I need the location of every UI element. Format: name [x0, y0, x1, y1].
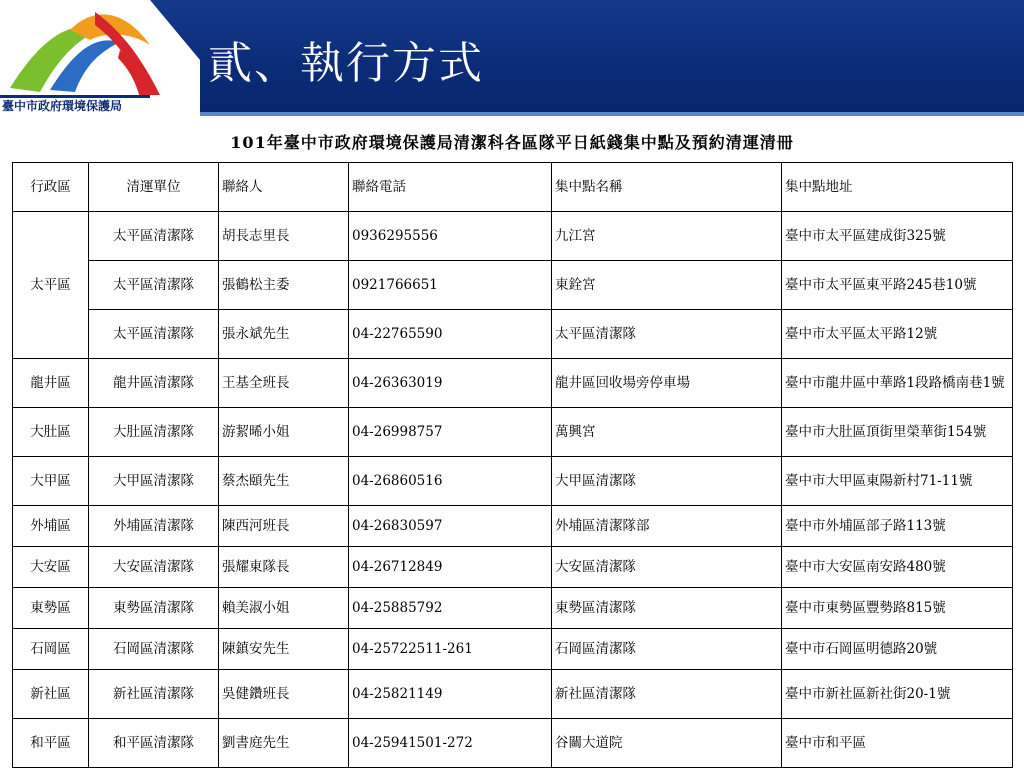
cell-unit: 太平區清潔隊 — [89, 212, 219, 261]
cell-contact: 陳西河班長 — [219, 506, 349, 547]
cell-district: 外埔區 — [13, 506, 89, 547]
cell-contact: 陳鎮安先生 — [219, 629, 349, 670]
header-phone: 聯絡電話 — [349, 163, 552, 212]
collection-points-table — [12, 162, 1013, 768]
cell-district: 東勢區 — [13, 588, 89, 629]
cell-unit: 新社區清潔隊 — [89, 670, 219, 719]
cell-contact: 王基全班長 — [219, 359, 349, 408]
cell-phone: 0936295556 — [349, 212, 552, 261]
cell-point-address: 臺中市龍井區中華路1段路橋南巷1號 — [782, 359, 1013, 408]
cell-point-address: 臺中市太平區太平路12號 — [782, 310, 1013, 359]
table-row — [13, 629, 1013, 670]
cell-phone: 04-25941501-272 — [349, 719, 552, 768]
cell-unit: 大肚區清潔隊 — [89, 408, 219, 457]
table-row — [13, 547, 1013, 588]
cell-phone: 0921766651 — [349, 261, 552, 310]
cell-phone: 04-26712849 — [349, 547, 552, 588]
cell-point-address: 臺中市新社區新社街20-1號 — [782, 670, 1013, 719]
header-district: 行政區 — [13, 163, 89, 212]
header-contact: 聯絡人 — [219, 163, 349, 212]
cell-phone: 04-25821149 — [349, 670, 552, 719]
cell-contact: 游絜晞小姐 — [219, 408, 349, 457]
cell-phone: 04-26830597 — [349, 506, 552, 547]
cell-point-name: 東銓宮 — [552, 261, 782, 310]
agency-caption: 臺中市政府環境保護局 — [2, 99, 123, 113]
header-unit: 清運單位 — [89, 163, 219, 212]
cell-phone: 04-26998757 — [349, 408, 552, 457]
cell-contact: 胡長志里長 — [219, 212, 349, 261]
cell-contact: 張鶴松主委 — [219, 261, 349, 310]
cell-point-address: 臺中市大甲區東陽新村71-11號 — [782, 457, 1013, 506]
cell-contact: 賴美淑小姐 — [219, 588, 349, 629]
table-row — [13, 261, 1013, 310]
cell-unit: 石岡區清潔隊 — [89, 629, 219, 670]
cell-point-name: 外埔區清潔隊部 — [552, 506, 782, 547]
cell-point-name: 新社區清潔隊 — [552, 670, 782, 719]
cell-point-name: 萬興宮 — [552, 408, 782, 457]
cell-point-address: 臺中市外埔區部子路113號 — [782, 506, 1013, 547]
table-row — [13, 359, 1013, 408]
cell-unit: 龍井區清潔隊 — [89, 359, 219, 408]
cell-phone: 04-26860516 — [349, 457, 552, 506]
table-row — [13, 408, 1013, 457]
cell-unit: 外埔區清潔隊 — [89, 506, 219, 547]
cell-district: 大甲區 — [13, 457, 89, 506]
cell-unit: 太平區清潔隊 — [89, 310, 219, 359]
slide-header — [0, 0, 1024, 118]
cell-point-name: 谷關大道院 — [552, 719, 782, 768]
cell-unit: 大甲區清潔隊 — [89, 457, 219, 506]
header-point-address: 集中點地址 — [782, 163, 1013, 212]
cell-district: 和平區 — [13, 719, 89, 768]
cell-phone: 04-25885792 — [349, 588, 552, 629]
cell-district: 新社區 — [13, 670, 89, 719]
table-row — [13, 310, 1013, 359]
table-row — [13, 457, 1013, 506]
table-row — [13, 719, 1013, 768]
table-row — [13, 506, 1013, 547]
cell-point-address: 臺中市和平區 — [782, 719, 1013, 768]
cell-district: 石岡區 — [13, 629, 89, 670]
cell-point-address: 臺中市太平區東平路245巷10號 — [782, 261, 1013, 310]
cell-unit: 太平區清潔隊 — [89, 261, 219, 310]
cell-point-name: 龍井區回收場旁停車場 — [552, 359, 782, 408]
cell-district: 龍井區 — [13, 359, 89, 408]
cell-point-address: 臺中市東勢區豐勢路815號 — [782, 588, 1013, 629]
cell-point-address: 臺中市太平區建成街325號 — [782, 212, 1013, 261]
cell-unit: 和平區清潔隊 — [89, 719, 219, 768]
cell-point-name: 東勢區清潔隊 — [552, 588, 782, 629]
cell-contact: 張耀東隊長 — [219, 547, 349, 588]
cell-phone: 04-25722511-261 — [349, 629, 552, 670]
cell-district: 大肚區 — [13, 408, 89, 457]
cell-point-name: 石岡區清潔隊 — [552, 629, 782, 670]
cell-point-address: 臺中市石岡區明德路20號 — [782, 629, 1013, 670]
cell-district: 大安區 — [13, 547, 89, 588]
table-title: 101年臺中市政府環境保護局清潔科各區隊平日紙錢集中點及預約清運清冊 — [230, 133, 794, 152]
cell-point-name: 九江宮 — [552, 212, 782, 261]
cell-point-address: 臺中市大安區南安路480號 — [782, 547, 1013, 588]
agency-logo — [0, 0, 200, 118]
cell-contact: 蔡杰頤先生 — [219, 457, 349, 506]
cell-point-name: 大甲區清潔隊 — [552, 457, 782, 506]
cell-point-address: 臺中市大肚區頂街里榮華街154號 — [782, 408, 1013, 457]
cell-unit: 東勢區清潔隊 — [89, 588, 219, 629]
cell-phone: 04-22765590 — [349, 310, 552, 359]
cell-contact: 張永斌先生 — [219, 310, 349, 359]
slide-title: 貳、執行方式 — [208, 38, 484, 89]
header-point-name: 集中點名稱 — [552, 163, 782, 212]
table-header-row — [13, 163, 1013, 212]
cell-phone: 04-26363019 — [349, 359, 552, 408]
table-row — [13, 212, 1013, 261]
cell-unit: 大安區清潔隊 — [89, 547, 219, 588]
cell-contact: 吳健鑽班長 — [219, 670, 349, 719]
cell-point-name: 太平區清潔隊 — [552, 310, 782, 359]
cell-contact: 劉書庭先生 — [219, 719, 349, 768]
table-row — [13, 670, 1013, 719]
cell-district: 太平區 — [13, 212, 89, 359]
table-row — [13, 588, 1013, 629]
cell-point-name: 大安區清潔隊 — [552, 547, 782, 588]
